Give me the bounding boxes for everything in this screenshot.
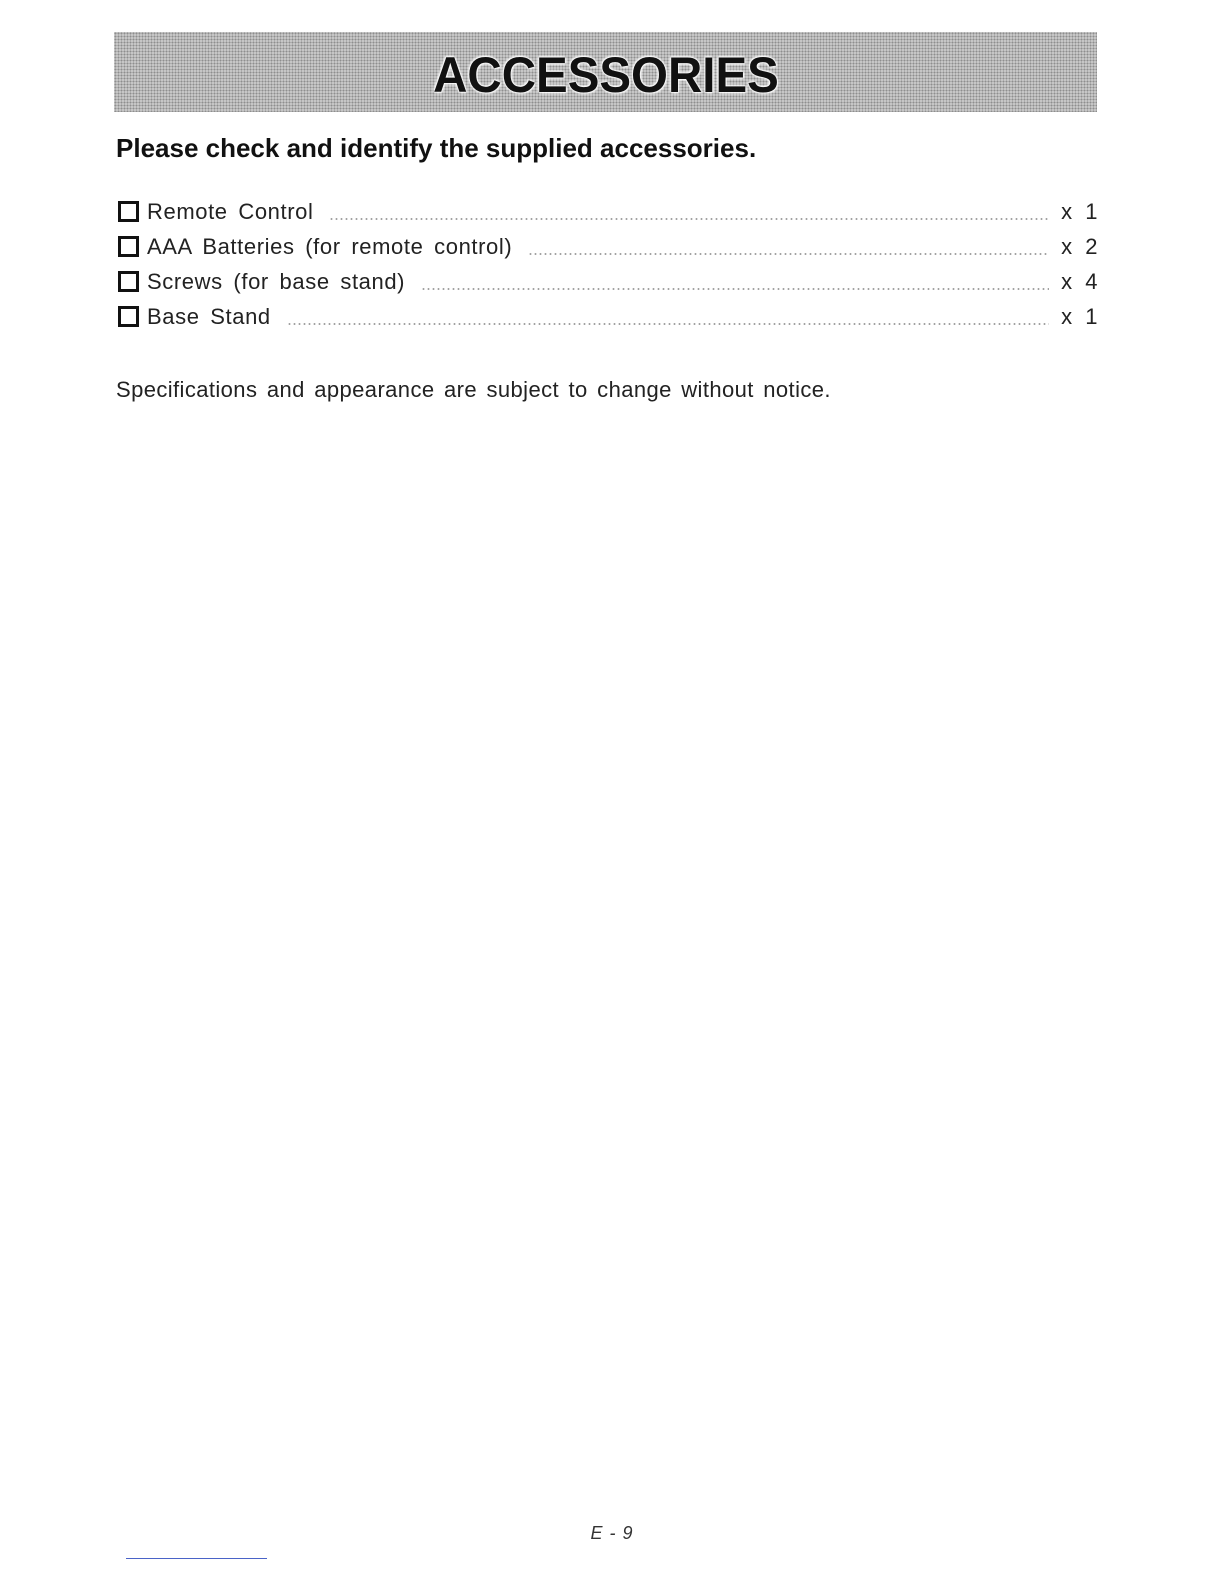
checkbox-icon (118, 306, 139, 327)
subheading: Please check and identify the supplied accessories. (116, 133, 757, 163)
list-item (118, 264, 1098, 299)
item-quantity: x 4 (1061, 268, 1098, 294)
dotted-leader (287, 323, 1049, 325)
page-title: ACCESSORIES (432, 47, 779, 103)
specifications-notice: Specifications and appearance are subject to change without notice. (116, 377, 831, 402)
item-label: AAA Batteries (for remote control) (147, 233, 513, 259)
item-quantity: x 1 (1061, 198, 1098, 224)
dotted-leader (421, 288, 1049, 290)
checkbox-icon (118, 236, 139, 257)
list-item (118, 194, 1098, 229)
item-label: Remote Control (147, 198, 314, 224)
dotted-leader (528, 253, 1049, 255)
checkbox-icon (118, 201, 139, 222)
checkbox-icon (118, 271, 139, 292)
item-label: Base Stand (147, 303, 271, 329)
footer-rule (126, 1558, 267, 1559)
item-quantity: x 2 (1061, 233, 1098, 259)
list-item (118, 229, 1098, 264)
list-item (118, 299, 1098, 334)
item-quantity: x 1 (1061, 303, 1098, 329)
accessories-checklist (118, 194, 1098, 334)
item-label: Screws (for base stand) (147, 268, 406, 294)
title-banner (114, 32, 1097, 112)
page-number: E - 9 (590, 1523, 634, 1543)
dotted-leader (329, 218, 1049, 220)
